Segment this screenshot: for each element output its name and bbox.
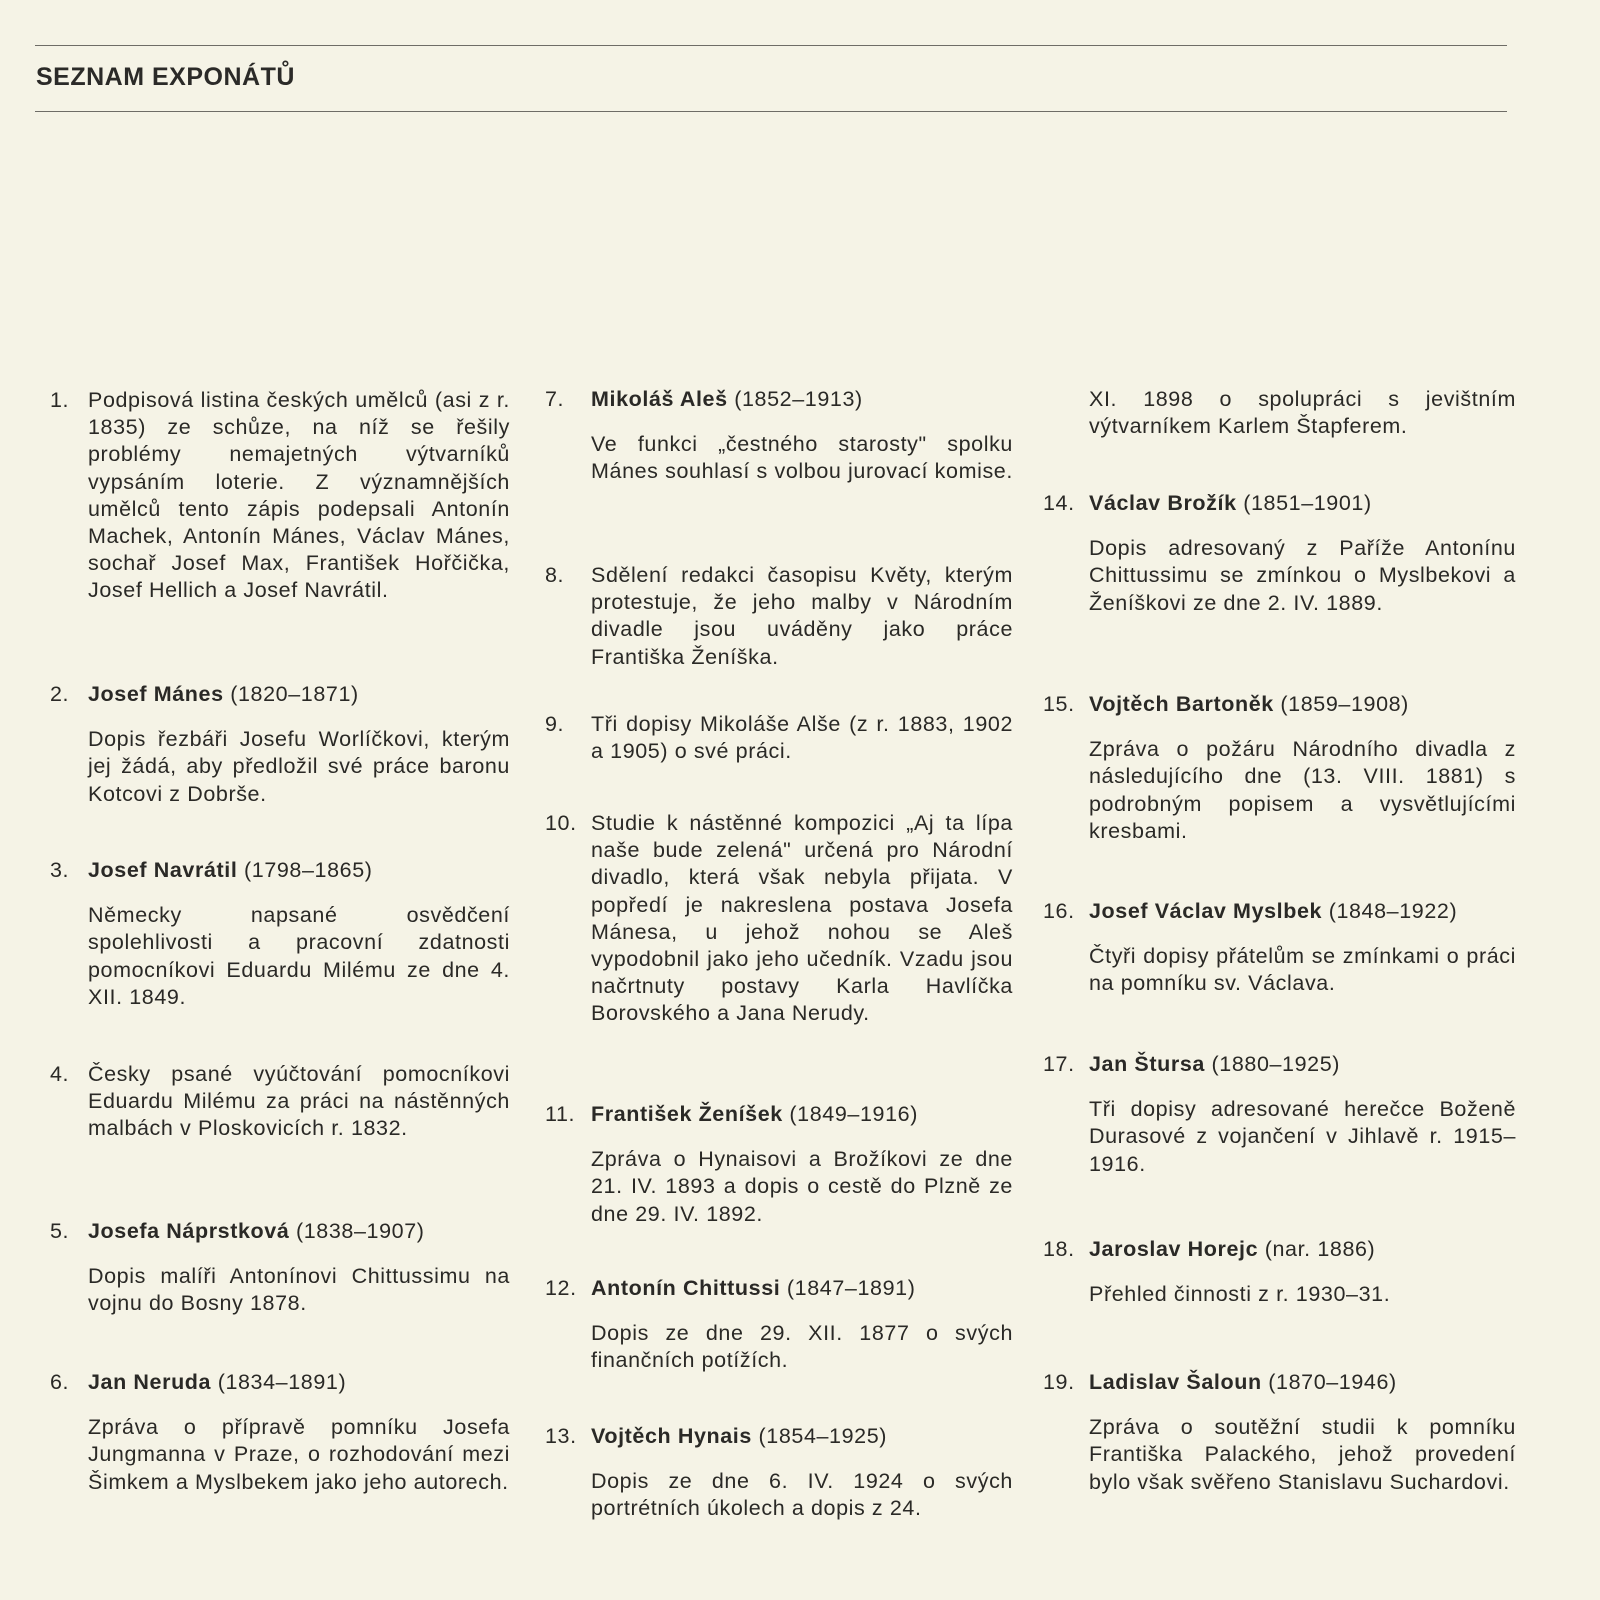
exhibit-item	[1043, 1051, 1516, 1178]
item-description: Zpráva o přípravě pomníku Josefa Jungmanna v Praze, o rozhodování mezi Šimkem a Myslbekem jako jeho autorech.	[88, 1415, 510, 1494]
author-name: Mikoláš Aleš	[591, 387, 728, 411]
author-dates: (1880–1925)	[1211, 1052, 1341, 1076]
item-heading	[1089, 1236, 1516, 1263]
item-description: Dopis malíři Antonínovi Chittussimu na vojnu do Bosny 1878.	[88, 1264, 510, 1316]
item-description: Tři dopisy adresované herečce Boženě Durasové z vojančení v Jihlavě r. 1915–1916.	[1089, 1097, 1516, 1176]
item-number: 4.	[50, 1062, 70, 1086]
exhibit-item	[545, 1423, 1013, 1523]
author-dates: (1851–1901)	[1243, 491, 1372, 515]
author-name: Jan Štursa	[1089, 1052, 1205, 1076]
author-dates: (1849–1916)	[789, 1102, 918, 1126]
exhibit-item	[1043, 898, 1516, 998]
exhibit-item	[50, 857, 510, 1011]
title-rule	[35, 111, 1507, 112]
exhibit-item	[545, 1101, 1013, 1228]
exhibit-item	[545, 810, 1013, 1028]
exhibit-item	[1043, 1236, 1516, 1308]
page-title: SEZNAM EXPONÁTŮ	[36, 63, 295, 91]
item-heading	[1089, 1369, 1516, 1396]
exhibit-item	[545, 711, 1013, 765]
item-number: 10.	[545, 811, 577, 835]
exhibit-item	[545, 562, 1013, 671]
author-dates: (1870–1946)	[1268, 1370, 1397, 1394]
author-name: Ladislav Šaloun	[1089, 1370, 1262, 1394]
author-dates: (nar. 1886)	[1264, 1237, 1376, 1261]
item-description: Tři dopisy Mikoláše Alše (z r. 1883, 1902 a 1905) o své práci.	[591, 712, 1013, 764]
item-heading	[1089, 898, 1516, 925]
author-name: Josef Navrátil	[88, 858, 238, 882]
author-name: Josef Václav Myslbek	[1089, 899, 1323, 923]
item-heading	[88, 681, 510, 708]
item-heading	[1089, 691, 1516, 718]
item-description: Dopis řezbáři Josefu Worlíčkovi, kterým jej žádá, aby předložil své práce baronu Kotcovi z Dobrše.	[88, 727, 510, 806]
item-description: Ve funkci „čestného starosty" spolku Mánes souhlasí s volbou jurovací komise.	[591, 432, 1013, 484]
exhibit-item	[1043, 1369, 1516, 1496]
exhibit-item	[1043, 490, 1516, 617]
item-description: Sdělení redakci časopisu Květy, kterým protestuje, že jeho malby v Národním divadle jsou uváděny jako práce Františka Ženíška.	[591, 563, 1013, 669]
item-number: 5.	[50, 1219, 70, 1243]
item-number: 6.	[50, 1370, 70, 1394]
author-name: Vojtěch Hynais	[591, 1424, 752, 1448]
item-description: XI. 1898 o spolupráci s jevištním výtvarníkem Karlem Štapferem.	[1089, 387, 1516, 439]
item-number: 1.	[50, 388, 70, 412]
author-name: Josef Mánes	[88, 682, 224, 706]
item-description: Studie k nástěnné kompozici „Aj ta lípa naše bude zelená" určená pro Národní divadlo, která však nebyla přijata. V popředí je nakreslena postava Josefa Mánesa, u jehož nohou se Aleš vypodobnil jako jeho učedník. Vzadu jsou načrtnuty postavy Karla Havlíčka Borovského a Jana Nerudy.	[591, 811, 1013, 1026]
author-dates: (1820–1871)	[230, 682, 359, 706]
item-heading	[591, 1101, 1013, 1128]
item-heading	[591, 1275, 1013, 1302]
item-heading	[88, 1218, 510, 1245]
item-description: Zpráva o požáru Národního divadla z následujícího dne (13. VIII. 1881) s podrobným popisem a vysvětlujícími kresbami.	[1089, 737, 1516, 843]
exhibit-item	[50, 681, 510, 808]
item-heading	[88, 1369, 510, 1396]
item-number: 3.	[50, 858, 70, 882]
exhibit-item	[545, 1275, 1013, 1375]
item-number: 12.	[545, 1276, 577, 1300]
author-name: Antonín Chittussi	[591, 1276, 781, 1300]
exhibit-item	[545, 386, 1013, 486]
item-number: 18.	[1043, 1237, 1075, 1261]
exhibit-item	[50, 1218, 510, 1318]
author-dates: (1859–1908)	[1280, 692, 1409, 716]
item-number: 8.	[545, 563, 565, 587]
author-dates: (1834–1891)	[217, 1370, 347, 1394]
author-name: Josefa Náprstková	[88, 1219, 290, 1243]
item-description: Zpráva o soutěžní studii k pomníku Františka Palackého, jehož provedení bylo však svěřeno Stanislavu Suchardovi.	[1089, 1415, 1516, 1494]
author-name: Václav Brožík	[1089, 491, 1237, 515]
item-heading	[591, 1423, 1013, 1450]
item-number: 7.	[545, 387, 565, 411]
exhibit-item	[50, 387, 510, 605]
item-heading	[1089, 490, 1516, 517]
author-name: Vojtěch Bartoněk	[1089, 692, 1274, 716]
author-name: František Ženíšek	[591, 1102, 783, 1126]
top-rule	[35, 45, 1507, 46]
item-number: 16.	[1043, 899, 1075, 923]
author-dates: (1854–1925)	[758, 1424, 888, 1448]
exhibit-item	[50, 1369, 510, 1496]
author-dates: (1838–1907)	[295, 1219, 425, 1243]
item-heading	[591, 386, 1013, 413]
item-description: Přehled činnosti z r. 1930–31.	[1089, 1282, 1391, 1307]
author-name: Jan Neruda	[88, 1370, 212, 1394]
exhibit-item	[1043, 386, 1516, 440]
author-dates: (1852–1913)	[734, 387, 863, 411]
author-dates: (1847–1891)	[786, 1276, 916, 1300]
exhibit-item	[1043, 691, 1516, 845]
item-description: Německy napsané osvědčení spolehlivosti a pracovní zdatnosti pomocníkovi Eduardu Milému ze dne 4. XII. 1849.	[88, 903, 510, 1009]
item-description: Čtyři dopisy přátelům se zmínkami o práci na pomníku sv. Václava.	[1089, 944, 1516, 996]
item-heading	[1089, 1051, 1516, 1078]
item-description: Podpisová listina českých umělců (asi z r. 1835) ze schůze, na níž se řešily problémy nemajetných výtvarníků vypsáním loterie. Z významnějších umělců tento zápis podepsali Antonín Machek, Antonín Mánes, Václav Mánes, sochař Josef Max, František Hořčička, Josef Hellich a Josef Navrátil.	[88, 388, 510, 603]
item-description: Česky psané vyúčtování pomocníkovi Eduardu Milému za práci na nástěnných malbách v Ploskovicích r. 1832.	[88, 1062, 510, 1141]
item-description: Zpráva o Hynaisovi a Brožíkovi ze dne 21. IV. 1893 a dopis o cestě do Plzně ze dne 29. IV. 1892.	[591, 1147, 1013, 1226]
item-description: Dopis ze dne 29. XII. 1877 o svých finančních potížích.	[591, 1321, 1013, 1373]
item-number: 2.	[50, 682, 70, 706]
item-heading	[88, 857, 510, 884]
item-number: 11.	[545, 1102, 576, 1126]
item-number: 17.	[1043, 1052, 1075, 1076]
item-number: 14.	[1043, 491, 1075, 515]
item-number: 9.	[545, 712, 565, 736]
item-description: Dopis ze dne 6. IV. 1924 o svých portrétních úkolech a dopis z 24.	[591, 1469, 1013, 1521]
item-description: Dopis adresovaný z Paříže Antonínu Chittussimu se zmínkou o Myslbekovi a Ženíškovi ze dne 2. IV. 1889.	[1089, 536, 1516, 615]
author-name: Jaroslav Horejc	[1089, 1237, 1259, 1261]
author-dates: (1848–1922)	[1328, 899, 1458, 923]
exhibit-item	[50, 1061, 510, 1143]
item-number: 15.	[1043, 692, 1075, 716]
author-dates: (1798–1865)	[244, 858, 373, 882]
item-number: 13.	[545, 1424, 577, 1448]
item-number: 19.	[1043, 1370, 1075, 1394]
